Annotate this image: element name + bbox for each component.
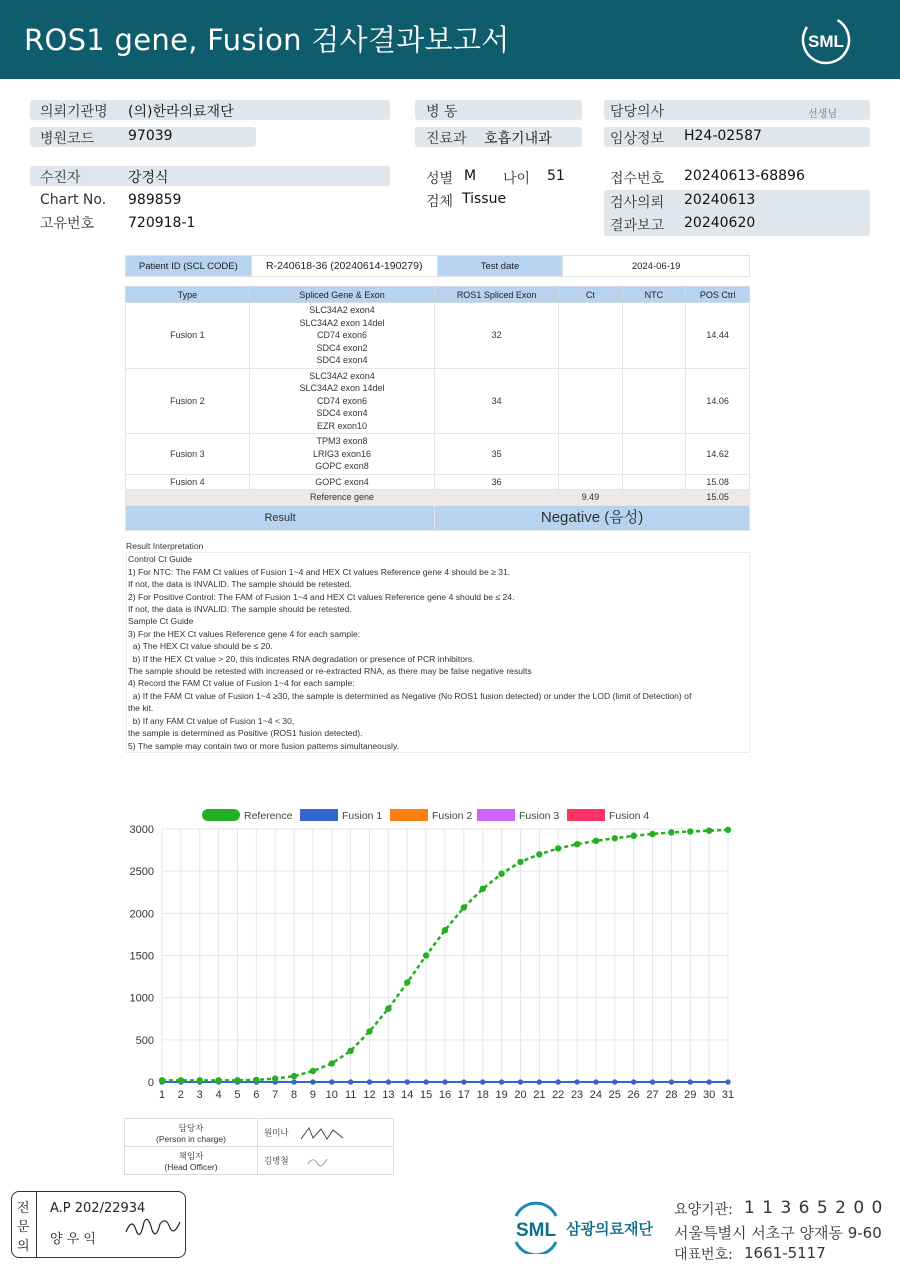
legend-label: Reference <box>244 810 293 822</box>
clinical-label: 임상정보 <box>610 131 665 147</box>
institution-label: 의뢰기관명 <box>40 104 108 120</box>
pos-ctrl-value: 14.06 <box>686 368 750 434</box>
data-point <box>405 1079 410 1084</box>
data-point <box>424 1079 429 1084</box>
legend-swatch <box>300 809 338 821</box>
ct-value <box>559 368 623 434</box>
ntc-value <box>622 474 686 490</box>
x-tick-label: 8 <box>291 1089 298 1101</box>
x-tick-label: 28 <box>665 1089 678 1101</box>
interpretation-line: the sample is determined as Positive (ROS1 fusion detected). <box>128 728 363 739</box>
data-point <box>347 1048 353 1054</box>
fusion-type: Fusion 1 <box>126 303 250 369</box>
interpretation-line: b) If the HEX Ct value > 20, this indicates RNA degradation or presence of PCR inhibitors. <box>128 653 475 664</box>
gene-exon: TPM3 exon8 <box>316 436 368 446</box>
fusion-row <box>126 368 750 434</box>
interpretation-line: 2) For Positive Control: The FAM of Fusion 1~4 and HEX Ct values Reference gene 4 should be ≤ 24. <box>128 591 515 602</box>
hospital-code-label: 병원코드 <box>40 131 95 147</box>
address: 서울특별시 서초구 양재동 9-60 <box>674 1224 882 1242</box>
x-tick-label: 6 <box>253 1089 260 1101</box>
footer-logo-text: SML <box>515 1220 557 1241</box>
ros1-spliced-exon: 35 <box>435 434 559 475</box>
data-point <box>499 1079 504 1084</box>
ntc-value <box>622 368 686 434</box>
pos-ctrl-value: 14.44 <box>686 303 750 369</box>
ct-value <box>559 434 623 475</box>
stamp-license: A.P 202/22934 <box>50 1201 146 1216</box>
data-point <box>537 1079 542 1084</box>
stamp-name: 양 우 익 <box>50 1232 96 1247</box>
data-point <box>461 1079 466 1084</box>
gene-exon: SDC4 exon4 <box>316 355 368 365</box>
amplification-chart <box>120 800 750 1110</box>
reference-ntc <box>622 490 686 506</box>
y-tick-label: 500 <box>135 1034 154 1047</box>
patient-id-label: Patient ID (SCL CODE) <box>126 256 252 277</box>
data-point <box>556 1079 561 1084</box>
x-tick-label: 7 <box>272 1089 279 1101</box>
x-tick-label: 15 <box>420 1089 433 1101</box>
chart-no-value: 989859 <box>128 192 182 208</box>
gene-exon: SDC4 exon2 <box>316 342 368 353</box>
stamp-char: 의 <box>17 1239 30 1254</box>
data-point <box>725 1079 730 1084</box>
head-officer-label-en: (Head Officer) <box>164 1161 218 1172</box>
patient-box <box>30 166 390 186</box>
x-tick-label: 16 <box>438 1089 452 1101</box>
gene-exon: SLC34A2 exon4 <box>309 305 375 315</box>
data-point <box>706 827 712 833</box>
data-point <box>517 859 523 865</box>
data-point <box>725 827 731 833</box>
interpretation-line: Sample Ct Guide <box>128 616 194 627</box>
data-point <box>688 1079 693 1084</box>
gene-exon: EZR exon10 <box>316 420 367 431</box>
col-type: Type <box>126 287 250 303</box>
ros1-spliced-exon: 36 <box>435 474 559 490</box>
data-point <box>593 1079 598 1084</box>
fusion-type: Fusion 4 <box>126 474 250 490</box>
gene-exon: GOPC exon8 <box>315 461 369 471</box>
y-tick-label: 2500 <box>129 866 154 879</box>
hospital-code-value: 97039 <box>128 128 173 144</box>
legend-swatch <box>567 809 605 821</box>
pos-ctrl-value: 14.62 <box>686 434 750 475</box>
x-tick-label: 14 <box>401 1089 414 1101</box>
col-ct: Ct <box>559 287 623 303</box>
x-tick-label: 10 <box>325 1089 338 1101</box>
report-title: ROS1 gene, Fusion 검사결과보고서 <box>24 23 510 57</box>
col-ntc: NTC <box>622 287 686 303</box>
data-point <box>366 1028 372 1034</box>
x-tick-label: 24 <box>589 1089 603 1101</box>
reference-ct: 9.49 <box>559 490 623 506</box>
data-point <box>612 1079 617 1084</box>
x-tick-label: 26 <box>627 1089 640 1101</box>
interpretation-line: b) If any FAM Ct value of Fusion 1~4 < 30, <box>128 715 295 726</box>
sml-footer-logo-icon <box>510 1200 562 1254</box>
spliced-genes <box>249 474 434 490</box>
report-label: 결과보고 <box>610 218 665 234</box>
doctor-label: 담당의사 <box>610 104 665 120</box>
x-tick-label: 2 <box>177 1089 184 1101</box>
interpretation-line: 4) Record the FAM Ct value of Fusion 1~4 for each sample: <box>128 678 355 689</box>
y-tick-label: 1500 <box>129 950 154 963</box>
test-date-label: Test date <box>437 256 562 277</box>
data-point <box>612 835 618 841</box>
data-point <box>385 1005 391 1011</box>
interpretation-line: the kit. <box>128 703 154 714</box>
data-point <box>687 828 693 834</box>
x-tick-label: 29 <box>684 1089 697 1101</box>
interpretation-line: If not, the data is INVALID. The sample should be retested. <box>128 604 352 615</box>
chart-no-label: Chart No. <box>40 192 107 208</box>
doctor-suffix: 선생님 <box>808 109 837 120</box>
gene-exon: CD74 exon6 <box>316 395 368 406</box>
clinical-value: H24-02587 <box>684 128 762 144</box>
data-point <box>215 1077 221 1083</box>
reception-value: 20240613-68896 <box>684 168 805 184</box>
data-point <box>197 1077 203 1083</box>
fusion-row <box>126 303 750 369</box>
fusion-row <box>126 474 750 490</box>
result-table-header <box>126 287 750 303</box>
x-tick-label: 3 <box>196 1089 203 1101</box>
request-value: 20240613 <box>684 192 756 208</box>
data-point <box>329 1079 334 1084</box>
interpretation-line: The sample should be retested with increased or re-extracted RNA, as there may be false negative results <box>128 666 532 677</box>
data-point <box>518 1079 523 1084</box>
data-point <box>498 870 504 876</box>
x-tick-label: 27 <box>646 1089 659 1101</box>
data-point <box>631 1079 636 1084</box>
reference-pos: 15.05 <box>686 490 750 506</box>
data-point <box>348 1079 353 1084</box>
x-tick-label: 30 <box>703 1089 716 1101</box>
sml-logo-icon <box>800 14 852 66</box>
data-point <box>650 1079 655 1084</box>
specimen-value: Tissue <box>462 191 507 207</box>
x-tick-label: 31 <box>721 1089 735 1101</box>
x-tick-label: 19 <box>495 1089 508 1101</box>
data-point <box>442 927 448 933</box>
gene-exon: SDC4 exon4 <box>316 408 368 418</box>
legend-label: Fusion 4 <box>609 810 650 822</box>
x-tick-label: 4 <box>215 1089 222 1101</box>
data-point <box>574 1079 579 1084</box>
gene-exon: GOPC exon4 <box>315 476 369 487</box>
pos-ctrl-value: 15.08 <box>686 474 750 490</box>
data-point <box>272 1075 278 1081</box>
ct-value <box>559 303 623 369</box>
data-point <box>253 1077 259 1083</box>
spliced-genes <box>249 303 434 369</box>
x-tick-label: 18 <box>476 1089 489 1101</box>
specialist-stamp <box>11 1191 186 1258</box>
signature-icon <box>299 1124 349 1142</box>
result-label: Result <box>126 506 435 531</box>
data-point <box>536 851 542 857</box>
person-in-charge-label-en: (Person in charge) <box>156 1133 226 1144</box>
x-tick-label: 11 <box>344 1089 357 1101</box>
patient-value: 강경식 <box>128 170 169 186</box>
fusion-type: Fusion 3 <box>126 434 250 475</box>
legend-label: Fusion 3 <box>519 810 560 822</box>
sex-label: 성별 <box>426 171 454 187</box>
x-tick-label: 22 <box>552 1089 565 1101</box>
unique-id-label: 고유번호 <box>40 216 95 232</box>
interpretation-line: 5) The sample may contain two or more fusion patterns simultaneously. <box>128 740 399 751</box>
sex-value: M <box>464 168 477 184</box>
test-date-value: 2024-06-19 <box>563 256 750 277</box>
data-point <box>669 1079 674 1084</box>
x-tick-label: 25 <box>608 1089 621 1101</box>
specimen-label: 검체 <box>426 194 454 210</box>
interpretation-box <box>126 552 750 753</box>
interpretation-line: a) If the FAM Ct value of Fusion 1~4 ≥30, the sample is determined as Negative (No ROS1 fusion detected) or under the LOD (limit of Detection) of <box>128 690 692 701</box>
result-row <box>126 506 750 531</box>
phone-label: 대표번호: <box>674 1247 733 1263</box>
unique-id-value: 720918-1 <box>128 215 196 231</box>
data-point <box>593 838 599 844</box>
reference-label: Reference gene <box>126 490 559 506</box>
x-tick-label: 23 <box>570 1089 584 1101</box>
data-point <box>404 979 410 985</box>
interpretation-line: a) The HEX Ct value should be ≤ 20. <box>128 641 273 652</box>
reception-label: 접수번호 <box>610 171 665 187</box>
legend-label: Fusion 1 <box>342 810 383 822</box>
result-value: Negative (음성) <box>435 506 750 531</box>
ros1-spliced-exon: 34 <box>435 368 559 434</box>
data-point <box>442 1079 447 1084</box>
data-point <box>574 841 580 847</box>
person-in-charge-sign <box>258 1119 394 1147</box>
data-point <box>291 1073 297 1079</box>
fusion-type: Fusion 2 <box>126 368 250 434</box>
report-value: 20240620 <box>684 215 756 231</box>
age-value: 51 <box>547 168 565 184</box>
interpretation-line: If not, the data is INVALID. The sample should be retested. <box>128 579 352 590</box>
data-point <box>555 845 561 851</box>
data-point <box>480 1079 485 1084</box>
gene-exon: SLC34A2 exon 14del <box>299 383 385 393</box>
dept-value: 호흡기내과 <box>484 131 552 147</box>
gene-exon: LRIG3 exon16 <box>312 448 372 459</box>
data-point <box>386 1079 391 1084</box>
patient-id-value: R-240618-36 (20240614-190279) <box>251 256 437 277</box>
data-point <box>367 1079 372 1084</box>
col-gene: Spliced Gene & Exon <box>249 287 434 303</box>
head-officer-cell <box>125 1147 258 1175</box>
data-point <box>423 952 429 958</box>
phone-value: 1661-5117 <box>744 1244 826 1262</box>
stamp-char: 전 <box>17 1201 30 1216</box>
interpretation-line: Control Ct Guide <box>128 554 193 565</box>
ros1-spliced-exon: 32 <box>435 303 559 369</box>
data-point <box>310 1068 316 1074</box>
result-interpretation <box>126 540 750 753</box>
patient-id-table <box>125 255 750 277</box>
data-point <box>159 1077 165 1083</box>
data-point <box>707 1079 712 1084</box>
person-in-charge-cell <box>125 1119 258 1147</box>
data-point <box>234 1077 240 1083</box>
y-tick-label: 3000 <box>129 824 154 836</box>
col-pos: POS Ctrl <box>686 287 750 303</box>
y-tick-label: 0 <box>147 1077 154 1089</box>
col-exon: ROS1 Spliced Exon <box>435 287 559 303</box>
data-point <box>649 831 655 837</box>
y-tick-label: 1000 <box>129 992 154 1005</box>
interpretation-title: Result Interpretation <box>126 541 204 551</box>
ct-value <box>559 474 623 490</box>
x-tick-label: 5 <box>234 1089 241 1101</box>
signature-icon <box>305 1154 335 1168</box>
interpretation-line: 1) For NTC: The FAM Ct values of Fusion 1~4 and HEX Ct values Reference gene 4 should be ≥ 31. <box>128 566 511 577</box>
logo-text: SML <box>808 32 844 51</box>
age-label: 나이 <box>503 171 531 187</box>
legend-swatch <box>202 809 240 821</box>
reference-row <box>126 490 750 506</box>
interpretation-line: 3) For the HEX Ct values Reference gene 4 for each sample: <box>128 628 361 639</box>
request-label: 검사의뢰 <box>610 195 665 211</box>
data-point <box>178 1077 184 1083</box>
spliced-genes <box>249 368 434 434</box>
data-point <box>291 1079 296 1084</box>
legend-swatch <box>477 809 515 821</box>
head-officer-sign <box>258 1147 394 1175</box>
head-officer-label: 책임자 <box>178 1150 204 1161</box>
legend-swatch <box>390 809 428 821</box>
institution-code-label: 요양기관: <box>674 1202 733 1218</box>
spliced-genes <box>249 434 434 475</box>
x-tick-label: 9 <box>309 1089 316 1101</box>
person-in-charge-label: 담당자 <box>178 1122 204 1133</box>
y-tick-label: 2000 <box>129 908 154 921</box>
foundation-name: 삼광의료재단 <box>566 1220 653 1238</box>
signature-icon <box>124 1212 182 1252</box>
x-tick-label: 1 <box>158 1089 166 1101</box>
x-tick-label: 12 <box>363 1089 376 1101</box>
data-point <box>480 886 486 892</box>
data-point <box>310 1079 315 1084</box>
stamp-side <box>12 1192 37 1257</box>
legend-label: Fusion 2 <box>432 810 473 822</box>
ward-label: 병 동 <box>426 104 458 120</box>
head-officer-name: 김병철 <box>264 1154 289 1165</box>
x-tick-label: 13 <box>382 1089 395 1101</box>
data-point <box>630 833 636 839</box>
gene-exon: SLC34A2 exon 14del <box>299 317 385 328</box>
stamp-char: 문 <box>17 1220 30 1235</box>
institution-code-value: 1 1 3 6 5 2 0 0 <box>744 1198 884 1218</box>
x-tick-label: 17 <box>457 1089 470 1101</box>
institution-value: (의)한라의료재단 <box>128 104 234 120</box>
ntc-value <box>622 434 686 475</box>
patient-label: 수진자 <box>40 170 81 186</box>
data-point <box>668 829 674 835</box>
fusion-row <box>126 434 750 475</box>
data-point <box>461 904 467 910</box>
gene-exon: SLC34A2 exon4 <box>309 370 375 381</box>
x-tick-label: 20 <box>514 1089 527 1101</box>
x-tick-label: 21 <box>533 1089 546 1101</box>
ntc-value <box>622 303 686 369</box>
gene-exon: CD74 exon6 <box>316 330 368 340</box>
result-table <box>125 286 750 531</box>
dept-label: 진료과 <box>426 131 467 147</box>
signature-table <box>124 1118 394 1175</box>
data-point <box>329 1060 335 1066</box>
person-in-charge-name: 원미나 <box>264 1126 289 1137</box>
